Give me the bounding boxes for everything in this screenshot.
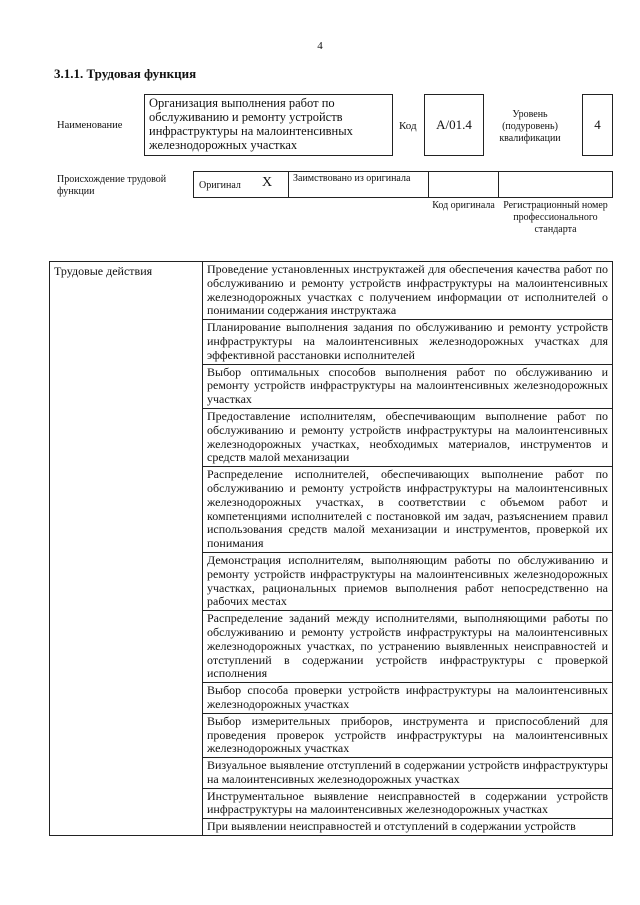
level-label: Уровень (подуровень) квалификации [499,109,561,144]
reg-number-cell [498,171,613,198]
labor-action-item: Демонстрация исполнителям, выполняющим работы по обслуживанию и ремонту устройств инфраструктуры на малоинтенсивных железнодорожных участках, рациональных приемов выполнения работ непосредственно на рабочих местах [203,552,613,610]
labor-action-item: Распределение заданий между исполнителями, выполняющими работы по обслуживанию и ремонту устройств инфраструктуры на малоинтенсивных железнодорожных участках, по устранению выявленных неисправностей и отступлений в содержании устройств инфраструктуры с проверкой исполнения [203,611,613,683]
reg-number-caption: Регистрационный номер профессионального стандарта [503,200,608,235]
original-label: Оригинал [199,180,241,191]
labor-action-item: Визуальное выявление отступлений в содержании устройств инфраструктуры на малоинтенсивных железнодорожных участках [203,758,613,789]
borrowed-label: Заимствовано из оригинала [293,173,411,184]
labor-action-item: Распределение исполнителей, обеспечивающих выполнение работ по обслуживанию и ремонту устройств инфраструктуры на малоинтенсивных железнодорожных участках, в соответствии с объемом работ и компетенциями исполнителей с постановкой им задач, разъяснением правил использования средств малой механизации и инструментов, проверкой их понимания [203,467,613,553]
origin-label: Происхождение трудовой функции [57,174,167,197]
labor-action-item: Выбор способа проверки устройств инфраструктуры на малоинтенсивных железнодорожных участках [203,683,613,714]
labor-action-item: При выявлении неисправностей и отступлений в содержании устройств [203,819,613,836]
table-row [50,262,613,320]
code-value: А/01.4 [436,117,472,132]
function-name-value: Организация выполнения работ по обслуживанию и ремонту устройств инфраструктуры на малоинтенсивных железнодорожных участках [149,96,353,152]
code-value-box [424,94,484,156]
labor-actions-header: Трудовые действия [50,262,203,836]
code-original-cell [428,171,499,198]
labor-actions-table [49,261,613,836]
labor-action-item: Выбор оптимальных способов выполнения работ по обслуживанию и ремонту устройств инфраструктуры на малоинтенсивных железнодорожных участках [203,364,613,408]
labor-action-item: Выбор измерительных приборов, инструмента и приспособлений для проведения проверок устройств инфраструктуры на малоинтенсивных железнодорожных участках [203,713,613,757]
labor-action-item: Планирование выполнения задания по обслуживанию и ремонту устройств инфраструктуры на малоинтенсивных железнодорожных участках для эффективной расстановки исполнителей [203,320,613,364]
page-number: 4 [317,40,323,52]
labor-action-item: Предоставление исполнителям, обеспечивающим выполнение работ по обслуживанию и ремонту устройств инфраструктуры на малоинтенсивных железнодорожных участках, необходимых материалов, инструментов и средств малой механизации [203,408,613,466]
level-value: 4 [594,117,601,132]
original-mark: X [262,175,273,190]
level-value-box [582,94,613,156]
section-title: 3.1.1. Трудовая функция [54,66,197,81]
labor-action-item: Инструментальное выявление неисправностей в содержании устройств инфраструктуры на малоинтенсивных железнодорожных участках [203,788,613,819]
labor-action-item: Проведение установленных инструктажей для обеспечения качества работ по обслуживанию и ремонту устройств инфраструктуры на малоинтенсивных железнодорожных участках с получением информации от исполнителей о понимании содержания инструктажа [203,262,613,320]
name-label: Наименование [57,120,123,131]
code-label: Код [399,120,417,132]
function-name-box [144,94,393,156]
code-original-caption: Код оригинала [432,200,495,211]
